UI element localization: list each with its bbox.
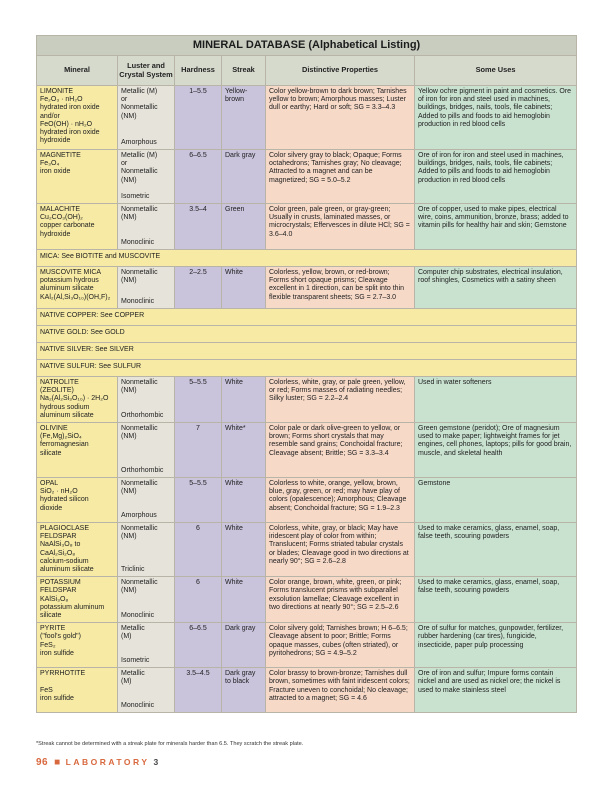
mineral-line: hydroxide: [40, 230, 71, 238]
hardness-cell: 3.5–4.5: [175, 668, 222, 713]
mineral-line: MAGNETITE: [40, 152, 81, 159]
streak-line: White: [225, 269, 243, 276]
mineral-line: hydrated silicon: [40, 496, 89, 504]
crystal-system: Monoclinic: [121, 297, 155, 305]
page-number: 96: [36, 757, 49, 768]
luster-line: or: [121, 96, 128, 104]
mineral-line: hydrated iron oxide: [40, 104, 100, 112]
luster-line: Nonmetallic: [121, 206, 158, 213]
luster-system-cell: [118, 478, 175, 523]
uses-cell: Ore of copper, used to make pipes, electrical wire, coins, ammunition, bronze, brass; added to vitamin pills for healthy hair and skin; Gemstone: [415, 204, 577, 250]
mineral-line: NATROLITE: [40, 379, 79, 386]
cross-reference-text: MICA: See BIOTITE and MUSCOVITE: [37, 250, 577, 267]
luster-system-cell: [118, 523, 175, 577]
mineral-line: aluminum silicate: [40, 566, 94, 574]
table-row: [37, 377, 577, 423]
luster-line: Nonmetallic: [121, 168, 158, 176]
streak-line: to black: [225, 678, 250, 686]
mineral-line: FeS₂: [40, 641, 56, 649]
luster-line: (NM): [121, 112, 137, 120]
mineral-line: iron sulfide: [40, 694, 74, 702]
crystal-system: Orthorhombic: [121, 466, 164, 474]
mineral-line: KAlSi₃O₈: [40, 595, 69, 603]
properties-cell: Color silvery gold; Tarnishes brown; H 6–6.5; Cleavage absent to poor; Brittle; Forms opaque masses, cubes (often striated), or pyritohedrons; SG = 4.9–5.2: [266, 623, 415, 668]
mineral-line: (Fe,Mg)₂SiO₄: [40, 433, 82, 441]
mineral-line: Na₂(Al₂Si₃O₁₀) · 2H₂O: [40, 395, 109, 403]
column-header-luster: Luster and Crystal System: [118, 56, 175, 86]
hardness-cell: 5–5.5: [175, 478, 222, 523]
luster-line: Nonmetallic: [121, 269, 158, 276]
footer-chapter: 3: [153, 757, 159, 767]
table-row: [37, 204, 577, 250]
properties-cell: Colorless, white, gray, or black; May have iridescent play of color from within; Translucent; Forms striated tabular crystals or blades; Cleavage good in two directions at nearly 90°; SG = 2.6–2.8: [266, 523, 415, 577]
footer-section: LABORATORY: [65, 757, 150, 767]
luster-system-cell: [118, 204, 175, 250]
mineral-cell: [37, 668, 118, 713]
column-header-properties: Distinctive Properties: [266, 56, 415, 86]
mineral-line: NaAlSi₃O₈ to: [40, 541, 81, 549]
streak-cell: [222, 267, 266, 309]
mineral-line: hydroxide: [40, 137, 71, 145]
streak-cell: [222, 150, 266, 204]
mineral-cell: [37, 204, 118, 250]
table-row: [37, 523, 577, 577]
hardness-cell: 2–2.5: [175, 267, 222, 309]
luster-line: (NM): [121, 176, 137, 184]
luster-system-cell: [118, 423, 175, 478]
mineral-line: and/or: [40, 112, 60, 120]
mineral-line: potassium hydrous: [40, 277, 99, 285]
luster-system-cell: [118, 86, 175, 150]
mineral-line: KAl₂(Al,Si₃O₁₀)(OH,F)₂: [40, 293, 111, 301]
mineral-line: FELDSPAR: [40, 533, 77, 541]
properties-cell: Color brassy to brown-bronze; Tarnishes dull brown, sometimes with faint iridescent colors; Fracture uneven to conchoidal; No cleavage; attracted to a magnet; SG = 4.6: [266, 668, 415, 713]
properties-cell: Color orange, brown, white, green, or pink; Forms translucent prisms with subparallel exsolution lamellae; Cleavage excellent in two directions at nearly 90°; SG = 2.5–2.6: [266, 577, 415, 623]
luster-system-cell: [118, 577, 175, 623]
mineral-line: LIMONITE: [40, 88, 74, 95]
mineral-line: Fe₂O₃ · nH₂O: [40, 96, 83, 104]
luster-line: Nonmetallic: [121, 579, 158, 587]
properties-cell: Color silvery gray to black; Opaque; Forms octahedrons; Tarnishes gray; No cleavage; Attracted to a magnet and can be magnetized; SG = 5.0–5.2: [266, 150, 415, 204]
mineral-cell: [37, 423, 118, 478]
mineral-line: aluminum silicate: [40, 411, 94, 419]
hardness-cell: 6: [175, 523, 222, 577]
table-row: [37, 623, 577, 668]
mineral-line: hydrated iron oxide: [40, 129, 100, 137]
luster-line: Nonmetallic: [121, 104, 158, 112]
cross-reference-row: [37, 343, 577, 360]
uses-cell: Yellow ochre pigment in paint and cosmetics. Ore of iron for iron and steel used in machines, buildings, bridges, nails, tools, file cabinets; Added to pills and foods to aid hemoglobin production in red blood cells: [415, 86, 577, 150]
hardness-cell: 6–6.5: [175, 623, 222, 668]
table-body: [37, 86, 577, 713]
mineral-line: copper carbonate: [40, 222, 95, 230]
luster-system-cell: [118, 377, 175, 423]
crystal-system: Amorphous: [121, 138, 157, 146]
cross-reference-text: NATIVE SILVER: See SILVER: [37, 343, 577, 360]
streak-line: White: [225, 480, 243, 488]
streak-cell: [222, 478, 266, 523]
luster-line: Nonmetallic: [121, 480, 158, 488]
mineral-line: hydrous sodium: [40, 403, 90, 411]
mineral-line: silicate: [40, 612, 62, 620]
uses-cell: Green gemstone (peridot); Ore of magnesium used to make paper; lightweight frames for jet engines, cell phones, laptops; pills for good brain, muscle, and skeletal health: [415, 423, 577, 478]
cross-reference-row: [37, 250, 577, 267]
mineral-cell: [37, 577, 118, 623]
table-title: MINERAL DATABASE (Alphabetical Listing): [37, 36, 577, 56]
mineral-line: ("fool's gold"): [40, 633, 81, 641]
properties-cell: Color yellow-brown to dark brown; Tarnishes yellow to brown; Amorphous masses; Luster dull or earthy; Hard or soft; SG = 3.3–4.3: [266, 86, 415, 150]
streak-line: Dark gray: [225, 625, 256, 633]
hardness-cell: 3.5–4: [175, 204, 222, 250]
mineral-line: PLAGIOCLASE: [40, 525, 90, 533]
cross-reference-text: NATIVE GOLD: See GOLD: [37, 326, 577, 343]
mineral-database-sheet: [36, 35, 576, 713]
mineral-line: (ZEOLITE): [40, 387, 74, 395]
properties-cell: Colorless to white, orange, yellow, brown, blue, gray, green, or red; may have play of colors (opalescence); Amorphous; Cleavage absent; Conchoidal fracture; SG = 1.9–2.3: [266, 478, 415, 523]
cross-reference-text: NATIVE COPPER: See COPPER: [37, 309, 577, 326]
table-row: [37, 668, 577, 713]
streak-line: White: [225, 579, 243, 587]
streak-line: Yellow-: [225, 88, 248, 95]
crystal-system: Isometric: [121, 192, 150, 200]
table-row: [37, 267, 577, 309]
table-row: [37, 478, 577, 523]
streak-line: White: [225, 525, 243, 533]
streak-cell: [222, 523, 266, 577]
mineral-line: Fe₃O₄: [40, 160, 60, 168]
properties-cell: Colorless, white, gray, or pale green, yellow, or red; Forms masses of radiating needles; Silky luster; SG = 2.2–2.4: [266, 377, 415, 423]
streak-cell: [222, 204, 266, 250]
mineral-cell: [37, 523, 118, 577]
mineral-cell: [37, 623, 118, 668]
mineral-line: Cu₂CO₃(OH)₂: [40, 214, 83, 222]
streak-cell: [222, 668, 266, 713]
mineral-line: SiO₂ · nH₂O: [40, 488, 78, 496]
mineral-line: POTASSIUM: [40, 579, 81, 587]
luster-system-cell: [118, 150, 175, 204]
luster-line: (NM): [121, 277, 137, 285]
luster-line: (NM): [121, 387, 137, 395]
column-header-hardness: Hardness: [175, 56, 222, 86]
streak-footnote: *Streak cannot be determined with a streak plate for minerals harder than 6.5. They scratch the streak plate.: [36, 741, 304, 747]
column-header-mineral: Mineral: [37, 56, 118, 86]
luster-line: (NM): [121, 533, 137, 541]
hardness-cell: 5–5.5: [175, 377, 222, 423]
crystal-system: Monoclinic: [121, 702, 155, 710]
mineral-line: PYRITE: [40, 625, 66, 633]
mineral-line: [40, 678, 114, 686]
luster-line: Metallic: [121, 625, 145, 633]
mineral-database-table: [36, 35, 577, 713]
mineral-cell: [37, 478, 118, 523]
streak-line: Dark gray: [225, 152, 256, 159]
mineral-cell: [37, 150, 118, 204]
mineral-line: PYRRHOTITE: [40, 670, 86, 678]
luster-line: (NM): [121, 433, 137, 441]
page-footer: [36, 757, 159, 768]
luster-line: Nonmetallic: [121, 379, 158, 386]
luster-line: Metallic (M): [121, 88, 158, 95]
mineral-line: FeO(OH) · nH₂O: [40, 120, 93, 128]
cross-reference-row: [37, 309, 577, 326]
crystal-system: Monoclinic: [121, 238, 155, 246]
streak-line: Green: [225, 206, 245, 213]
crystal-system: Isometric: [121, 657, 150, 665]
uses-cell: Gemstone: [415, 478, 577, 523]
streak-cell: [222, 86, 266, 150]
hardness-cell: 7: [175, 423, 222, 478]
luster-line: (M): [121, 678, 132, 686]
luster-line: (NM): [121, 488, 137, 496]
properties-cell: Colorless, yellow, brown, or red-brown; Forms short opaque prisms; Cleavage excellent in 1 direction, can be split into thin flexible transparent sheets; SG = 2.7–3.0: [266, 267, 415, 309]
cross-reference-row: [37, 360, 577, 377]
mineral-line: silicate: [40, 449, 62, 457]
mineral-line: dioxide: [40, 504, 63, 512]
uses-cell: Computer chip substrates, electrical insulation, roof shingles, Cosmetics with a satiny sheen: [415, 267, 577, 309]
mineral-cell: [37, 86, 118, 150]
streak-line: brown: [225, 96, 245, 104]
streak-cell: [222, 423, 266, 478]
mineral-line: iron sulfide: [40, 649, 74, 657]
luster-system-cell: [118, 267, 175, 309]
mineral-cell: [37, 377, 118, 423]
luster-system-cell: [118, 668, 175, 713]
mineral-line: CaAl₂Si₂O₈: [40, 549, 76, 557]
uses-cell: Ore of iron for iron and steel used in machines, buildings, bridges, nails, tools, file cabinets; Added to pills and foods to aid hemoglobin production in red blood cells: [415, 150, 577, 204]
properties-cell: Color pale or dark olive-green to yellow, or brown; Forms short crystals that may resemble sand grains; Conchoidal fracture; Cleavage absent; Brittle; SG = 3.3–3.4: [266, 423, 415, 478]
mineral-line: potassium aluminum: [40, 603, 105, 611]
mineral-line: iron oxide: [40, 168, 71, 176]
column-header-uses: Some Uses: [415, 56, 577, 86]
luster-line: (NM): [121, 587, 137, 595]
uses-cell: Used to make ceramics, glass, enamel, soap, false teeth, scouring powders: [415, 523, 577, 577]
streak-line: Dark gray: [225, 670, 256, 678]
crystal-system: Monoclinic: [121, 612, 155, 620]
hardness-cell: 6: [175, 577, 222, 623]
table-row: [37, 577, 577, 623]
luster-line: or: [121, 160, 128, 168]
luster-line: (NM): [121, 214, 137, 222]
crystal-system: Triclinic: [121, 566, 145, 574]
luster-line: Metallic: [121, 670, 145, 678]
luster-system-cell: [118, 623, 175, 668]
crystal-system: Orthorhombic: [121, 411, 164, 419]
mineral-line: FELDSPAR: [40, 587, 77, 595]
uses-cell: Ore of sulfur for matches, gunpowder, fertilizer, rubber hardening (car tires), fungicide, insecticide, paper pulp processing: [415, 623, 577, 668]
mineral-line: FeS: [40, 686, 53, 694]
mineral-line: calcium-sodium: [40, 557, 89, 565]
properties-cell: Color green, pale green, or gray-green; Usually in crusts, laminated masses, or microcrystals; Effervesces in dilute HCl; SG = 3.6–4.0: [266, 204, 415, 250]
cross-reference-text: NATIVE SULFUR: See SULFUR: [37, 360, 577, 377]
streak-cell: [222, 377, 266, 423]
hardness-cell: 1–5.5: [175, 86, 222, 150]
mineral-line: MALACHITE: [40, 206, 81, 213]
luster-line: Metallic (M): [121, 152, 158, 159]
footer-separator: ■: [54, 757, 61, 768]
luster-line: Nonmetallic: [121, 425, 158, 433]
streak-line: White*: [225, 425, 246, 433]
mineral-line: OLIVINE: [40, 425, 68, 433]
mineral-line: OPAL: [40, 480, 59, 488]
table-row: [37, 423, 577, 478]
uses-cell: Used to make ceramics, glass, enamel, soap, false teeth, scouring powders: [415, 577, 577, 623]
mineral-cell: [37, 267, 118, 309]
mineral-line: MUSCOVITE MICA: [40, 269, 102, 276]
hardness-cell: 6–6.5: [175, 150, 222, 204]
column-header-streak: Streak: [222, 56, 266, 86]
cross-reference-row: [37, 326, 577, 343]
uses-cell: Ore of iron and sulfur; Impure forms contain nickel and are used as nickel ore; the nickel is used to make stainless steel: [415, 668, 577, 713]
uses-cell: Used in water softeners: [415, 377, 577, 423]
streak-line: White: [225, 379, 243, 386]
table-row: [37, 150, 577, 204]
streak-cell: [222, 623, 266, 668]
mineral-line: ferromagnesian: [40, 441, 89, 449]
luster-line: (M): [121, 633, 132, 641]
table-row: [37, 86, 577, 150]
mineral-line: aluminum silicate: [40, 285, 94, 293]
luster-line: Nonmetallic: [121, 525, 158, 533]
streak-cell: [222, 577, 266, 623]
crystal-system: Amorphous: [121, 511, 157, 519]
